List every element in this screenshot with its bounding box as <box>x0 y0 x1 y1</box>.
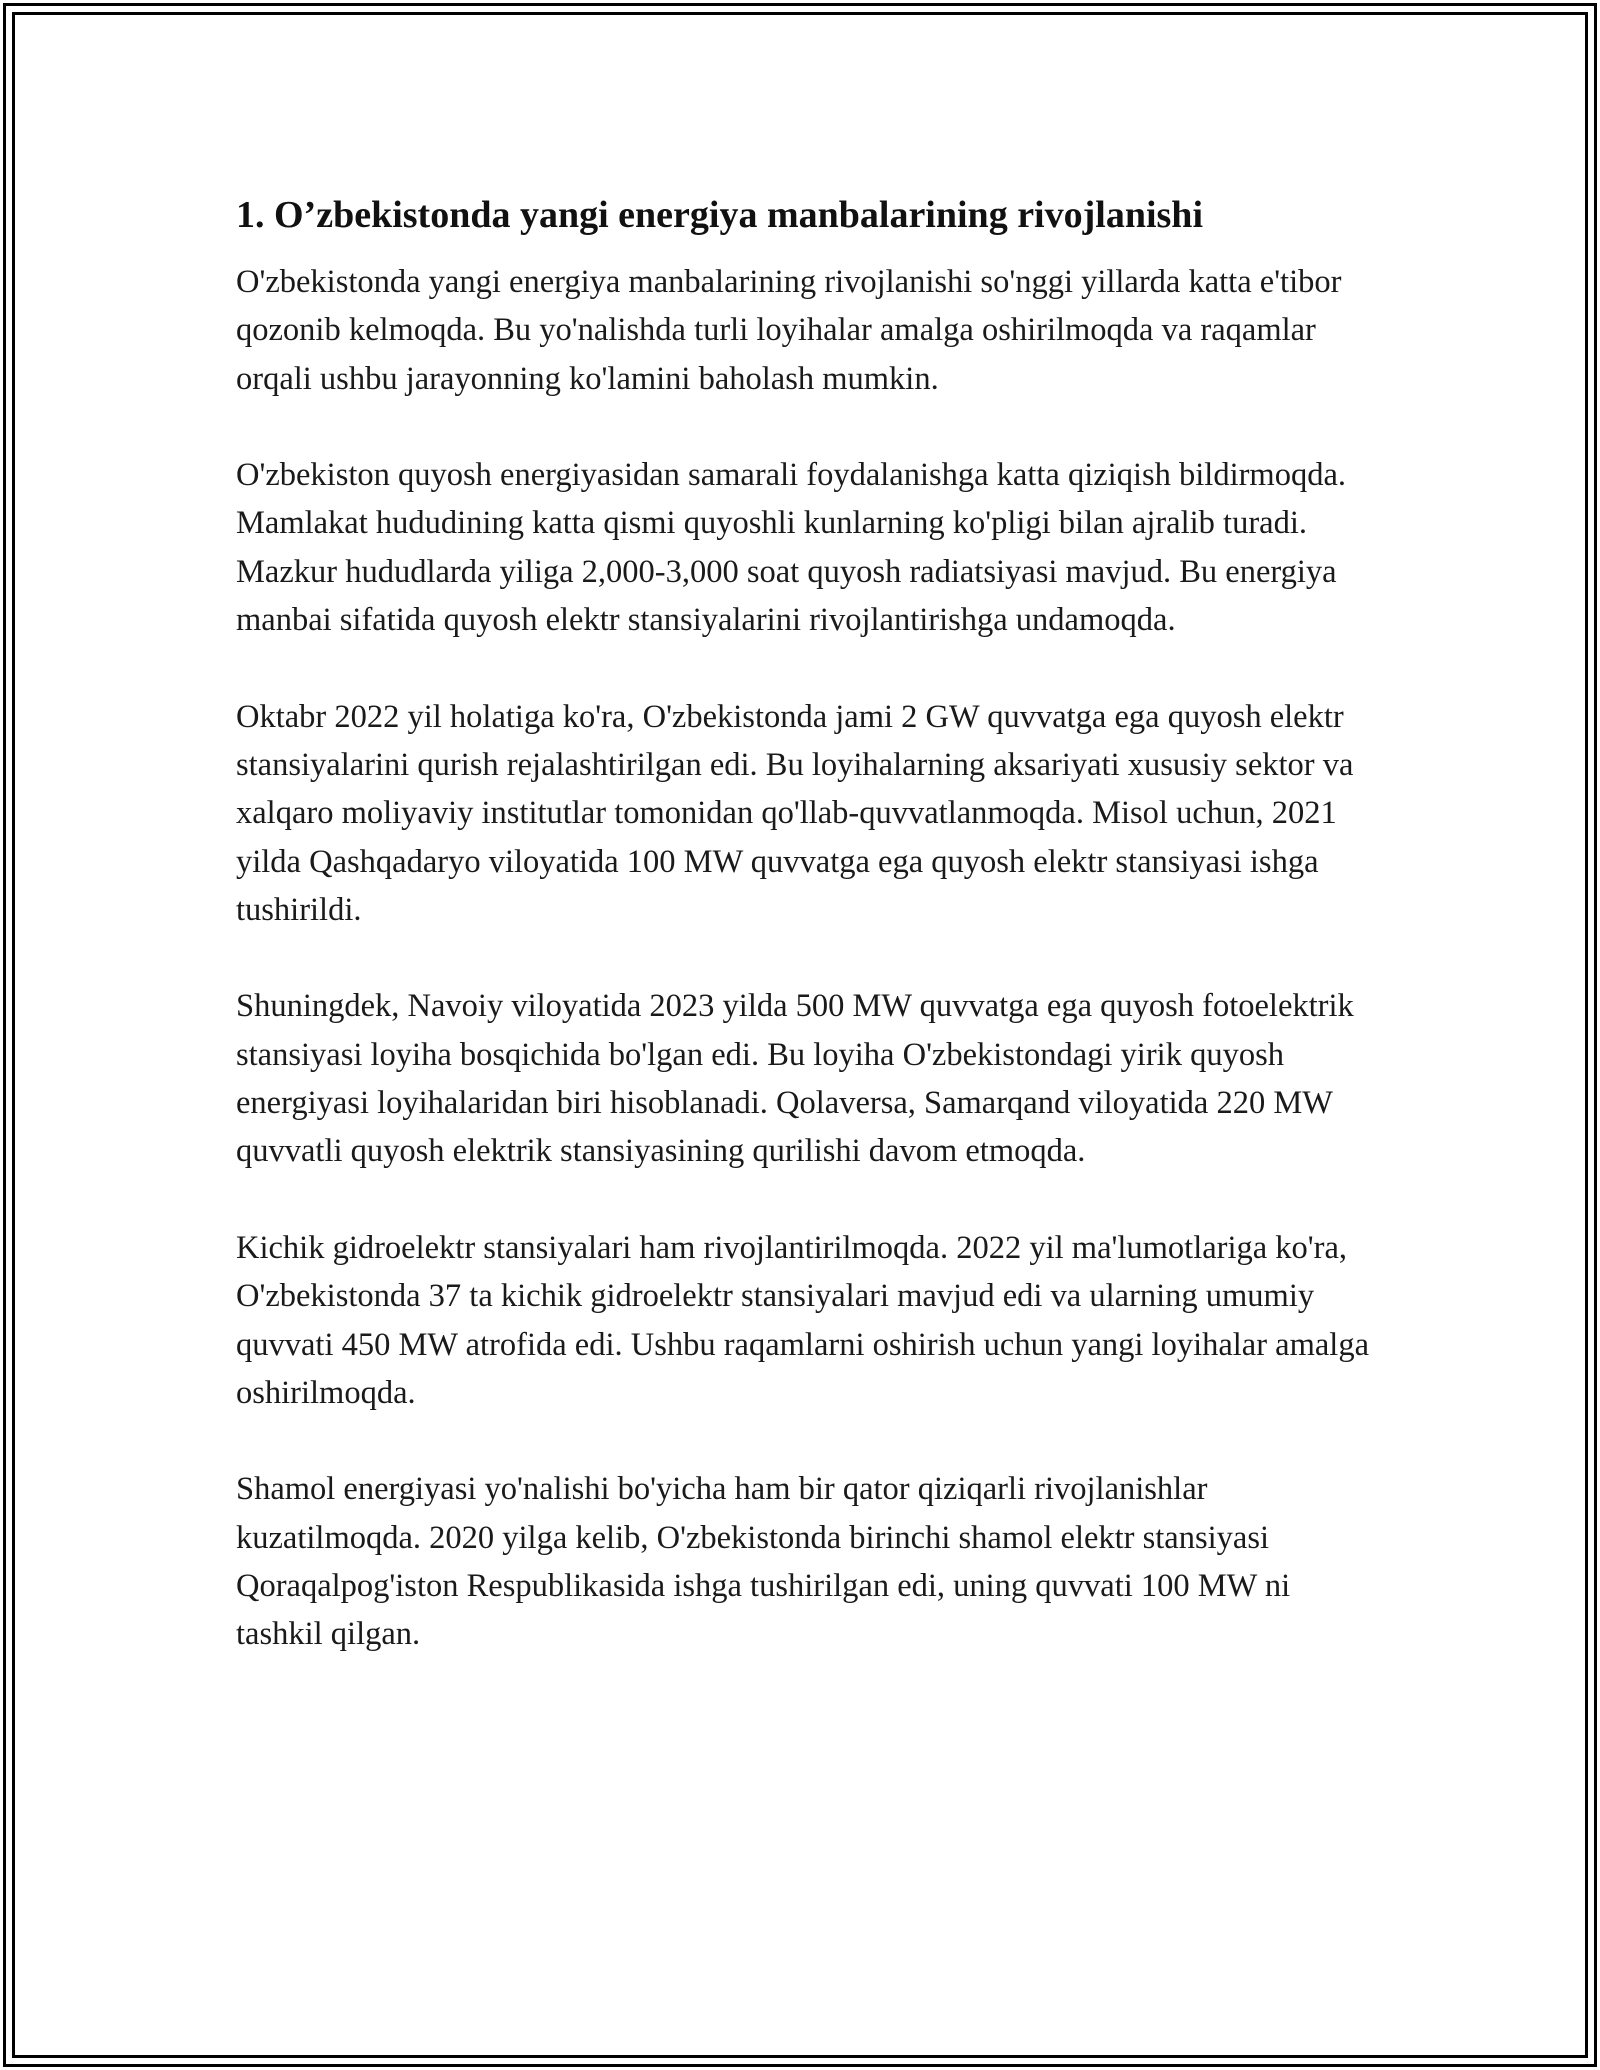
paragraph-small-hydro: Kichik gidroelektr stansiyalari ham rivojlantirilmoqda. 2022 yil ma'lumotlariga ko'ra, O'zbekistonda 37 ta kichik gidroelektr stansiyalari mavjud edi va ularning umumiy quvvati 450 MW atrofida edi. Ushbu raqamlarni oshirish uchun yangi loyihalar amalga oshirilmoqda. <box>236 1229 1370 1411</box>
paragraph-navoiy-samarqand: Shuningdek, Navoiy viloyatida 2023 yilda 500 MW quvvatga ega quyosh fotoelektrik stansiyasi loyiha bosqichida bo'lgan edi. Bu loyiha O'zbekistondagi yirik quyosh energiyasi loyihalaridan biri hisoblanadi. Qolaversa, Samarqand viloyatida 220 MW quvvatli quyosh elektrik stansiyasining qurilishi davom etmoqda. <box>236 988 1354 1170</box>
paragraph-intro: O'zbekistonda yangi energiya manbalarining rivojlanishi so'nggi yillarda katta e'tibor qozonib kelmoqda. Bu yo'nalishda turli loyihalar amalga oshirilmoqda va raqamlar orqali ushbu jarayonning ko'lamini baholash mumkin. <box>236 264 1342 397</box>
document-body <box>236 182 1376 1659</box>
paragraph-solar-projects-2022: Oktabr 2022 yil holatiga ko'ra, O'zbekistonda jami 2 GW quvvatga ega quyosh elektr stansiyalarini qurish rejalashtirilgan edi. Bu loyihalarning aksariyati xususiy sektor va xalqaro moliyaviy institutlar tomonidan qo'llab-quvvatlanmoqda. Misol uchun, 2021 yilda Qashqadaryo viloyatida 100 MW quvvatga ega quyosh elektr stansiyasi ishga tushirildi. <box>236 698 1354 928</box>
paragraph-wind-energy: Shamol energiyasi yo'nalishi bo'yicha ham bir qator qiziqarli rivojlanishlar kuzatilmoqda. 2020 yilga kelib, O'zbekistonda birinchi shamol elektr stansiyasi Qoraqalpog'iston Respublikasida ishga tushirilgan edi, uning quvvati 100 MW ni tashkil qilgan. <box>236 1471 1291 1653</box>
paragraph-solar-potential: O'zbekiston quyosh energiyasidan samarali foydalanishga katta qiziqish bildirmoqda. Mamlakat hududining katta qismi quyoshli kunlarning ko'pligi bilan ajralib turadi. Mazkur hududlarda yiliga 2,000-3,000 soat quyosh radiatsiyasi mavjud. Bu energiya manbai sifatida quyosh elektr stansiyalarini rivojlantirishga undamoqda. <box>236 457 1346 639</box>
section-heading: 1. O’zbekistonda yangi energiya manbalarining rivojlanishi <box>236 194 1203 236</box>
